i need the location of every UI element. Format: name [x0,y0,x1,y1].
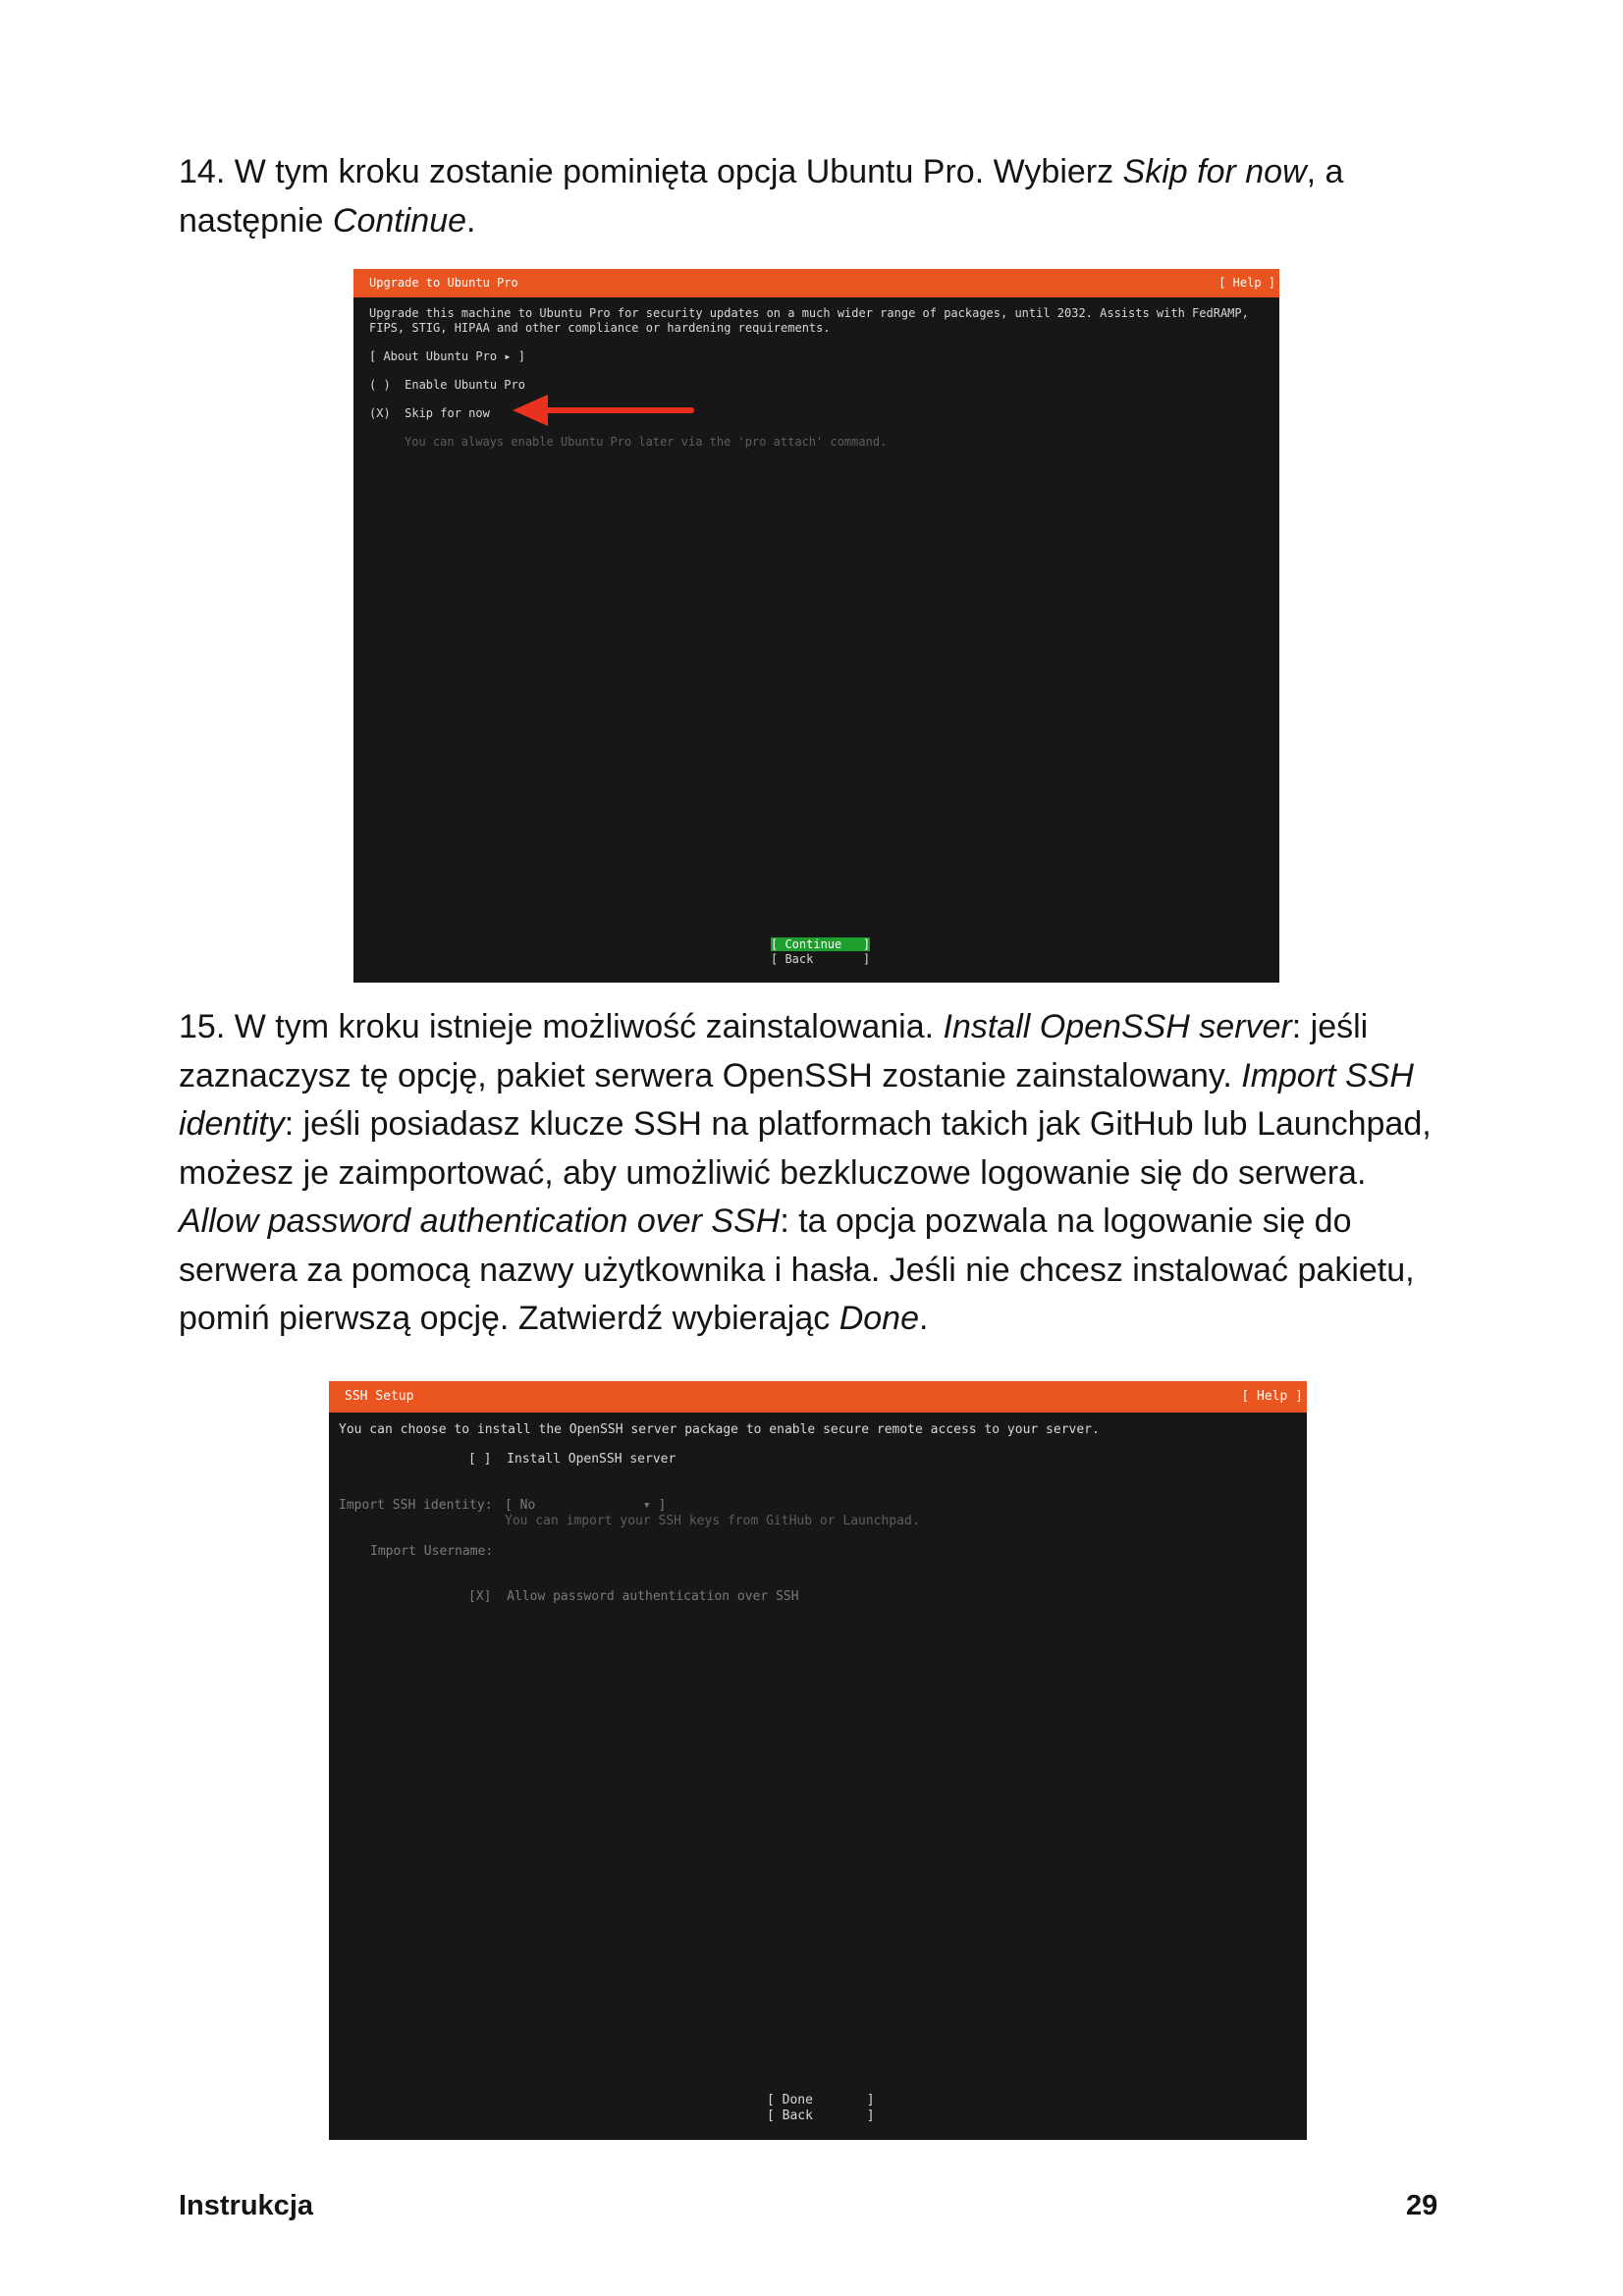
step-15-emphasis-done: Done [839,1300,919,1337]
enable-ubuntu-pro-radio[interactable]: ( ) Enable Ubuntu Pro [369,378,525,392]
import-ssh-identity-label: Import SSH identity: [339,1498,493,1513]
title-bar [353,269,1279,297]
step-14-text: , a następnie [179,153,1344,240]
back-button[interactable]: [ Back ] [771,952,871,966]
step-15-text: . [919,1300,929,1337]
step-15-text: 15. W tym kroku istnieje możliwość zainstalowania. [179,1008,944,1045]
screen-title: Upgrade to Ubuntu Pro [369,276,518,290]
ssh-description: You can choose to install the OpenSSH server package to enable secure remote access to your server. [339,1422,1100,1437]
allow-password-checkbox[interactable]: [X] Allow password authentication over SSH [468,1589,799,1604]
step-14-paragraph [179,148,1445,245]
continue-button[interactable]: [ Continue ] [771,937,871,951]
step-15-emphasis-import: Import SSH identity [179,1056,1414,1143]
footer-section-title: Instrukcja [179,2190,313,2221]
step-15-paragraph [179,1003,1445,1344]
title-bar [329,1381,1307,1413]
screen-title: SSH Setup [345,1389,414,1404]
step-14-emphasis-skip: Skip for now [1122,153,1307,190]
import-hint: You can import your SSH keys from GitHub or Launchpad. [505,1514,920,1528]
skip-for-now-radio[interactable]: (X) Skip for now [369,406,490,420]
description-line-1: Upgrade this machine to Ubuntu Pro for security updates on a much wider range of packages, until 2032. Assists with FedRAMP, [369,306,1249,320]
help-button[interactable]: [ Help ] [1218,276,1275,290]
description-line-2: FIPS, STIG, HIPAA and other compliance or hardening requirements. [369,321,831,335]
step-15-emphasis-install: Install OpenSSH server [943,1008,1292,1045]
step-14-text: . [466,201,476,240]
done-button[interactable]: [ Done ] [767,2093,875,2108]
about-ubuntu-pro-link[interactable]: [ About Ubuntu Pro ▸ ] [369,349,525,363]
back-button[interactable]: [ Back ] [767,2109,875,2123]
install-openssh-checkbox[interactable]: [ ] Install OpenSSH server [468,1452,676,1467]
step-15-emphasis-password: Allow password authentication over SSH [179,1202,781,1240]
ubuntu-pro-screenshot [353,269,1279,983]
continue-button-row [771,937,870,952]
step-15-text: : jeśli posiadasz klucze SSH na platformach takich jak GitHub lub Launchpad, możesz je zaimportować, aby umożliwić bezkluczowe logowanie się do serwera. [179,1105,1432,1192]
step-14-emphasis-continue: Continue [332,201,467,240]
import-ssh-identity-select[interactable]: [ No ▾ ] [505,1498,667,1513]
help-button[interactable]: [ Help ] [1241,1389,1303,1404]
step-14-text: 14. W tym kroku zostanie pominięta opcja Ubuntu Pro. Wybierz [179,153,1123,190]
red-arrow-icon [511,389,697,432]
page-number: 29 [1406,2190,1438,2221]
step-15-text: : ta opcja pozwala na logowanie się do serwera za pomocą nazwy użytkownika i hasła. Jeśli nie chcesz instalować pakietu, pomiń pierwszą opcję. Zatwierdź wybierając [179,1202,1415,1337]
pro-attach-hint: You can always enable Ubuntu Pro later via the 'pro attach' command. [405,435,888,449]
step-15-text: : jeśli zaznaczysz tę opcję, pakiet serwera OpenSSH zostanie zainstalowany. [179,1008,1369,1095]
ssh-setup-screenshot [329,1381,1307,2140]
import-username-label: Import Username: [370,1544,494,1559]
